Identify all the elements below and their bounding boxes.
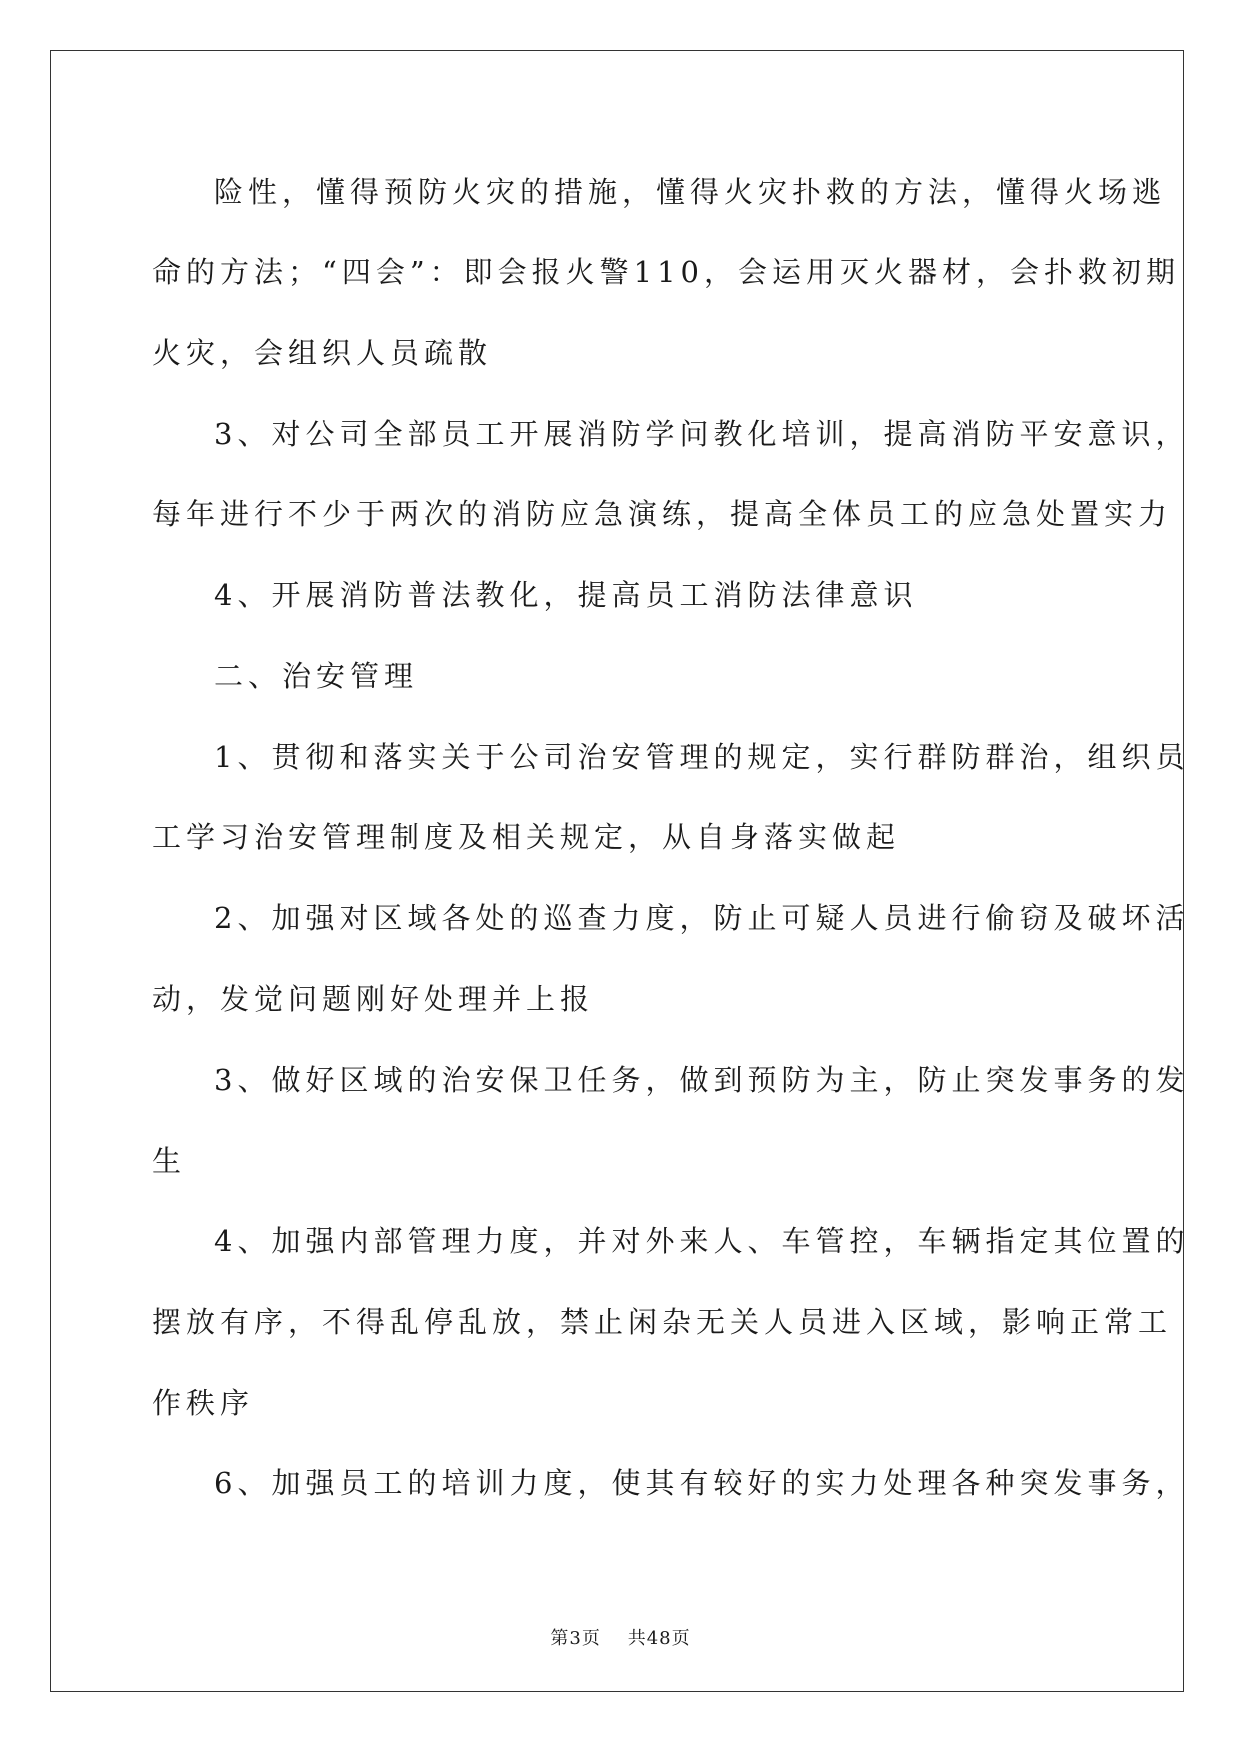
page-border bbox=[50, 50, 1184, 1692]
page-footer bbox=[0, 1624, 1241, 1650]
text-line: 6、加强员工的培训力度，使其有较好的实力处理各种突发事务， bbox=[214, 1466, 1190, 1500]
text-line: 生 bbox=[152, 1144, 187, 1178]
section-heading: 二、治安管理 bbox=[214, 659, 419, 693]
text-line: 摆放有序，不得乱停乱放，禁止闲杂无关人员进入区域，影响正常工 bbox=[152, 1305, 1173, 1339]
page-number: 第3页 bbox=[550, 1628, 601, 1649]
text-line: 4、加强内部管理力度，并对外来人、车管控，车辆指定其位置的 bbox=[214, 1224, 1190, 1258]
text-line: 险性，懂得预防火灾的措施，懂得火灾扑救的方法，懂得火场逃 bbox=[214, 175, 1167, 209]
text-line: 3、做好区域的治安保卫任务，做到预防为主，防止突发事务的发 bbox=[214, 1063, 1190, 1097]
text-line: 命的方法；“四会”：即会报火警110，会运用灭火器材，会扑救初期 bbox=[152, 255, 1181, 289]
text-line: 每年进行不少于两次的消防应急演练，提高全体员工的应急处置实力 bbox=[152, 497, 1173, 531]
text-line: 2、加强对区域各处的巡查力度，防止可疑人员进行偷窃及破坏活 bbox=[214, 901, 1190, 935]
text-line: 4、开展消防普法教化，提高员工消防法律意识 bbox=[214, 578, 918, 612]
text-line: 3、对公司全部员工开展消防学问教化培训，提高消防平安意识， bbox=[214, 417, 1190, 451]
text-line: 火灾，会组织人员疏散 bbox=[152, 336, 493, 370]
text-line: 工学习治安管理制度及相关规定，从自身落实做起 bbox=[152, 820, 901, 854]
text-line: 作秩序 bbox=[152, 1386, 255, 1420]
page-total: 共48页 bbox=[627, 1628, 691, 1649]
text-line: 1、贯彻和落实关于公司治安管理的规定，实行群防群治，组织员 bbox=[214, 740, 1190, 774]
text-line: 动，发觉问题刚好处理并上报 bbox=[152, 982, 595, 1016]
